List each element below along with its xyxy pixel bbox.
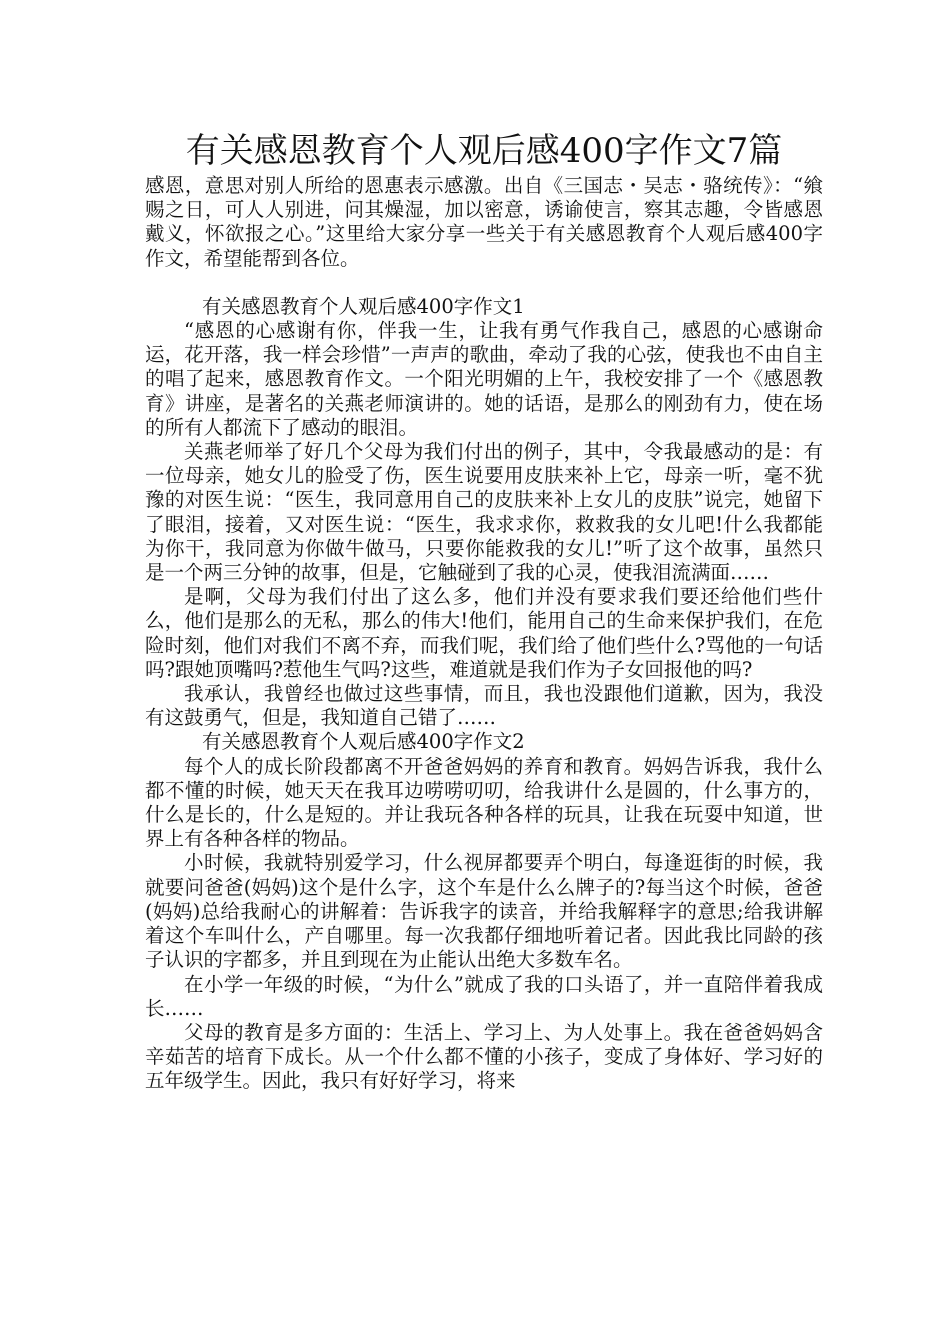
- essay-2-paragraph: 父母的教育是多方面的：生活上、学习上、为人处事上。我在爸爸妈妈含辛茹苦的培育下成长。从一个什么都不懂的小孩子，变成了身体好、学习好的五年级学生。因此，我只有好好学习，将来: [145, 1020, 823, 1093]
- essay-1-paragraph: 是啊，父母为我们付出了这么多，他们并没有要求我们要还给他们些什么，他们是那么的无私，那么的伟大!他们，能用自己的生命来保护我们，在危险时刻，他们对我们不离不弃，而我们呢，我们给了他们些什么?骂他的一句话吗?跟她顶嘴吗?惹他生气吗?这些，难道就是我们作为子女回报他的吗?: [145, 585, 823, 681]
- essay-2-paragraph: 小时候，我就特别爱学习，什么视屏都要弄个明白，每逢逛街的时候，我就要问爸爸(妈妈)这个是什么字，这个车是什么么牌子的?每当这个时候，爸爸(妈妈)总给我耐心的讲解着：告诉我字的读音，并给我解释字的意思;给我讲解着这个车叫什么，产自哪里。每一次我都仔细地听着记者。因此我比同龄的孩子认识的字都多，并且到现在为止能认出绝大多数车名。: [145, 851, 823, 972]
- essay-1-paragraph: “感恩的心感谢有你，伴我一生，让我有勇气作我自己，感恩的心感谢命运，花开落，我一样会珍惜”一声声的歌曲，牵动了我的心弦，使我也不由自主的唱了起来，感恩教育作文。一个阳光明媚的上午，我校安排了一个《感恩教育》讲座，是著名的关燕老师演讲的。她的话语，是那么的刚劲有力，使在场的所有人都流下了感动的眼泪。: [145, 319, 823, 439]
- essay-1-paragraph: 我承认，我曾经也做过这些事情，而且，我也没跟他们道歉，因为，我没有这鼓勇气，但是，我知道自己错了……: [145, 682, 823, 730]
- essay-2-heading: 有关感恩教育个人观后感400字作文2: [202, 730, 525, 754]
- essay-1-paragraph: 关燕老师举了好几个父母为我们付出的例子，其中，令我最感动的是：有一位母亲，她女儿的脸受了伤，医生说要用皮肤来补上它，母亲一听，毫不犹豫的对医生说：“医生，我同意用自己的皮肤来补上女儿的皮肤”说完，她留下了眼泪，接着，又对医生说：“医生，我求求你，救救我的女儿吧!什么我都能为你干，我同意为你做牛做马，只要你能救我的女儿!”听了这个故事，虽然只是一个两三分钟的故事，但是，它触碰到了我的心灵，使我泪流满面……: [145, 440, 823, 585]
- essay-1-heading: 有关感恩教育个人观后感400字作文1: [202, 294, 525, 318]
- document-page: [145, 128, 823, 1094]
- intro-paragraph: 感恩，意思对别人所给的恩惠表示感激。出自《三国志・吴志・骆统传》：“飨赐之日，可人人别进，问其燥湿，加以密意，诱谕使言，察其志趣，令皆感恩戴义，怀欲报之心。”这里给大家分享一些关于有关感恩教育个人观后感400字作文，希望能帮到各位。: [145, 174, 823, 270]
- document-title: 有关感恩教育个人观后感400字作文7篇: [185, 131, 783, 171]
- essay-2-paragraph: 每个人的成长阶段都离不开爸爸妈妈的养育和教育。妈妈告诉我，我什么都不懂的时候，她天天在我耳边唠唠叨叨，给我讲什么是圆的，什么事方的，什么是长的，什么是短的。并让我玩各种各样的玩具，让我在玩耍中知道，世界上有各种各样的物品。: [145, 754, 823, 851]
- essay-2-paragraph: 在小学一年级的时候，“为什么”就成了我的口头语了，并一直陪伴着我成长……: [145, 972, 823, 1020]
